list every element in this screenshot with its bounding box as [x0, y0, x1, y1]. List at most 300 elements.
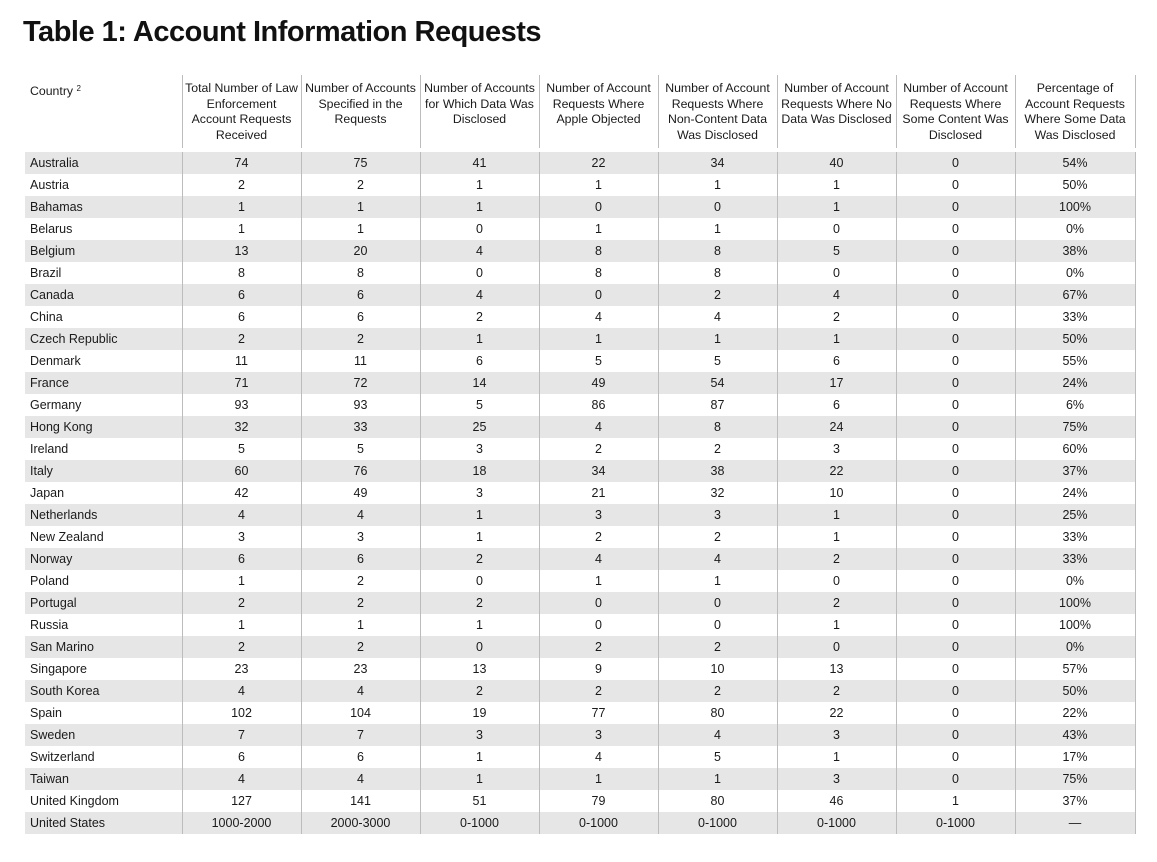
value-cell: 77 — [539, 702, 658, 724]
value-cell: 54 — [658, 372, 777, 394]
value-cell: 5 — [658, 350, 777, 372]
country-cell: Singapore — [30, 662, 87, 676]
value-cell: 1000-2000 — [182, 812, 301, 834]
value-cell: 37% — [1015, 790, 1135, 812]
value-cell: 4 — [539, 416, 658, 438]
value-cell: 37% — [1015, 460, 1135, 482]
value-cell: 50% — [1015, 174, 1135, 196]
value-cell: 0 — [896, 702, 1015, 724]
value-cell: 11 — [301, 350, 420, 372]
value-cell: 0 — [896, 570, 1015, 592]
value-cell: 4 — [182, 504, 301, 526]
value-cell: 0 — [896, 636, 1015, 658]
country-cell: Germany — [30, 398, 82, 412]
value-cell: 24% — [1015, 372, 1135, 394]
country-cell: Russia — [30, 618, 69, 632]
value-cell: 8 — [301, 262, 420, 284]
value-cell: 0 — [896, 768, 1015, 790]
value-cell: 1 — [420, 174, 539, 196]
value-cell: 2 — [182, 174, 301, 196]
value-cell: 1 — [777, 196, 896, 218]
country-cell: Sweden — [25, 724, 182, 746]
value-cell: 60% — [1015, 438, 1135, 460]
column-header — [182, 75, 301, 150]
value-cell: 0 — [896, 350, 1015, 372]
value-cell: 9 — [539, 658, 658, 680]
value-cell: 2 — [539, 526, 658, 548]
table-row — [25, 526, 1135, 548]
table-row — [25, 636, 1135, 658]
value-cell: 1 — [777, 328, 896, 350]
country-cell: San Marino — [25, 636, 182, 658]
header-row — [25, 75, 1135, 150]
value-cell: 1 — [539, 768, 658, 790]
value-cell: 1 — [539, 174, 658, 196]
column-header-label: Number of Accounts for Which Data Was Disclosed — [424, 81, 535, 126]
value-cell: 4 — [420, 240, 539, 262]
value-cell: 0 — [896, 150, 1015, 174]
table-row — [25, 482, 1135, 504]
value-cell: 0 — [896, 328, 1015, 350]
value-cell: 40 — [777, 150, 896, 174]
value-cell: 0 — [896, 614, 1015, 636]
value-cell: 0 — [896, 526, 1015, 548]
value-cell: 127 — [182, 790, 301, 812]
value-cell: 4 — [539, 306, 658, 328]
country-cell: United States — [25, 812, 182, 834]
value-cell: 0 — [896, 658, 1015, 680]
value-cell: 3 — [539, 724, 658, 746]
column-header — [301, 75, 420, 150]
value-cell: 49 — [539, 372, 658, 394]
value-cell: 7 — [301, 724, 420, 746]
value-cell: 0 — [896, 504, 1015, 526]
value-cell: 1 — [420, 504, 539, 526]
table-body — [25, 150, 1135, 834]
country-cell: Czech Republic — [25, 328, 182, 350]
value-cell: 6 — [777, 394, 896, 416]
value-cell: 1 — [182, 570, 301, 592]
value-cell: 20 — [301, 240, 420, 262]
value-cell: 2 — [182, 328, 301, 350]
table-row — [25, 790, 1135, 812]
value-cell: 0 — [420, 262, 539, 284]
value-cell: 5 — [301, 438, 420, 460]
value-cell: 1 — [658, 174, 777, 196]
value-cell: 42 — [182, 482, 301, 504]
value-cell: 8 — [539, 262, 658, 284]
value-cell: 0 — [896, 746, 1015, 768]
value-cell: 0 — [896, 240, 1015, 262]
value-cell: 2 — [420, 306, 539, 328]
column-header-label: Number of Accounts Specified in the Requests — [305, 81, 416, 126]
value-cell: 8 — [539, 240, 658, 262]
column-header-label: Country — [30, 84, 74, 98]
value-cell: 5 — [539, 350, 658, 372]
table-row — [25, 768, 1135, 790]
value-cell: 6 — [301, 306, 420, 328]
value-cell: 0 — [539, 614, 658, 636]
value-cell: 2 — [658, 284, 777, 306]
table-row — [25, 416, 1135, 438]
value-cell: 93 — [182, 394, 301, 416]
value-cell: 2 — [539, 438, 658, 460]
value-cell: 102 — [182, 702, 301, 724]
value-cell: 5 — [182, 438, 301, 460]
value-cell: 100% — [1015, 196, 1135, 218]
value-cell: 2 — [420, 592, 539, 614]
value-cell: 0 — [420, 570, 539, 592]
value-cell: 104 — [301, 702, 420, 724]
value-cell: 0 — [896, 482, 1015, 504]
value-cell: 2 — [420, 680, 539, 702]
column-header-country — [25, 75, 182, 150]
value-cell: 2 — [182, 592, 301, 614]
value-cell: 0-1000 — [777, 812, 896, 834]
value-cell: 0 — [658, 196, 777, 218]
value-cell: 1 — [658, 570, 777, 592]
value-cell: 2 — [777, 680, 896, 702]
value-cell: 10 — [777, 482, 896, 504]
value-cell: 2 — [182, 636, 301, 658]
value-cell: 1 — [182, 218, 301, 240]
value-cell: 38% — [1015, 240, 1135, 262]
value-cell: 25% — [1015, 504, 1135, 526]
value-cell: 0 — [896, 592, 1015, 614]
value-cell: 4 — [420, 284, 539, 306]
value-cell: 71 — [182, 372, 301, 394]
column-header-label: Number of Account Requests Where Some Content Was Disclosed — [902, 81, 1009, 142]
value-cell: 1 — [182, 196, 301, 218]
table-row — [25, 262, 1135, 284]
table-row — [25, 328, 1135, 350]
value-cell: 0 — [896, 372, 1015, 394]
column-header — [896, 75, 1015, 150]
country-cell: Belarus — [30, 222, 73, 236]
value-cell: 76 — [301, 460, 420, 482]
value-cell: 0 — [896, 438, 1015, 460]
value-cell: 33% — [1015, 548, 1135, 570]
value-cell: 3 — [420, 482, 539, 504]
value-cell: 8 — [658, 240, 777, 262]
value-cell: 0 — [777, 570, 896, 592]
value-cell: 0 — [777, 262, 896, 284]
value-cell: 2 — [301, 328, 420, 350]
value-cell: 80 — [658, 790, 777, 812]
value-cell: 2 — [539, 636, 658, 658]
value-cell: 2000-3000 — [301, 812, 420, 834]
value-cell: 3 — [777, 438, 896, 460]
country-cell: Brazil — [30, 266, 62, 280]
value-cell: 93 — [301, 394, 420, 416]
table-row — [25, 394, 1135, 416]
table-row — [25, 174, 1135, 196]
value-cell: 41 — [420, 150, 539, 174]
table-row — [25, 548, 1135, 570]
table-row — [25, 812, 1135, 834]
value-cell: 0 — [420, 218, 539, 240]
value-cell: 1 — [658, 328, 777, 350]
country-cell: Japan — [30, 486, 65, 500]
value-cell: 74 — [182, 150, 301, 174]
value-cell: 3 — [777, 768, 896, 790]
value-cell: 100% — [1015, 614, 1135, 636]
value-cell: 32 — [182, 416, 301, 438]
value-cell: 0% — [1015, 570, 1135, 592]
value-cell: 1 — [539, 328, 658, 350]
value-cell: 7 — [182, 724, 301, 746]
country-cell: China — [30, 310, 63, 324]
table-row — [25, 438, 1135, 460]
value-cell: 0 — [539, 284, 658, 306]
column-header-label: Total Number of Law Enforcement Account Requests Received — [185, 81, 298, 142]
value-cell: 0 — [777, 636, 896, 658]
country-cell: Italy — [25, 460, 182, 482]
value-cell: 1 — [777, 614, 896, 636]
value-cell: 1 — [420, 746, 539, 768]
table-row — [25, 350, 1135, 372]
value-cell: 75 — [301, 150, 420, 174]
value-cell: 4 — [658, 724, 777, 746]
value-cell: 4 — [658, 548, 777, 570]
value-cell: 4 — [539, 746, 658, 768]
value-cell: 33% — [1015, 306, 1135, 328]
table-row — [25, 658, 1135, 680]
value-cell: 6 — [182, 284, 301, 306]
value-cell: 2 — [777, 592, 896, 614]
value-cell: 2 — [777, 306, 896, 328]
value-cell: 0 — [777, 218, 896, 240]
table-row — [25, 724, 1135, 746]
value-cell: 46 — [777, 790, 896, 812]
value-cell: 2 — [658, 636, 777, 658]
country-cell: Switzerland — [30, 750, 95, 764]
value-cell: 8 — [658, 262, 777, 284]
value-cell: 1 — [539, 218, 658, 240]
value-cell: 0-1000 — [658, 812, 777, 834]
value-cell: 2 — [658, 680, 777, 702]
value-cell: 4 — [301, 504, 420, 526]
value-cell: 18 — [420, 460, 539, 482]
country-cell: Netherlands — [25, 504, 182, 526]
value-cell: 33 — [301, 416, 420, 438]
value-cell: 79 — [539, 790, 658, 812]
country-cell: Poland — [30, 574, 69, 588]
value-cell: 1 — [182, 614, 301, 636]
value-cell: 5 — [777, 240, 896, 262]
value-cell: 22% — [1015, 702, 1135, 724]
value-cell: 2 — [658, 526, 777, 548]
value-cell: 2 — [301, 570, 420, 592]
value-cell: 0 — [896, 262, 1015, 284]
table-row — [25, 680, 1135, 702]
value-cell: 3 — [182, 526, 301, 548]
value-cell: 6 — [301, 746, 420, 768]
value-cell: 1 — [539, 570, 658, 592]
value-cell: 1 — [301, 218, 420, 240]
value-cell: 1 — [896, 790, 1015, 812]
value-cell: 3 — [420, 438, 539, 460]
value-cell: 6 — [182, 548, 301, 570]
value-cell: 4 — [658, 306, 777, 328]
value-cell: 43% — [1015, 724, 1135, 746]
table-row — [25, 746, 1135, 768]
value-cell: 6 — [777, 350, 896, 372]
value-cell: 50% — [1015, 328, 1135, 350]
value-cell: 1 — [420, 328, 539, 350]
country-cell: Taiwan — [25, 768, 182, 790]
value-cell: 2 — [301, 636, 420, 658]
value-cell: 22 — [539, 150, 658, 174]
column-header — [420, 75, 539, 150]
value-cell: 6 — [301, 548, 420, 570]
country-cell: Canada — [25, 284, 182, 306]
value-cell: 4 — [182, 680, 301, 702]
account-requests-table — [25, 75, 1136, 834]
table-row — [25, 306, 1135, 328]
value-cell: 141 — [301, 790, 420, 812]
value-cell: 75% — [1015, 768, 1135, 790]
value-cell: 51 — [420, 790, 539, 812]
value-cell: 0 — [896, 680, 1015, 702]
value-cell: 5 — [658, 746, 777, 768]
value-cell: 0 — [896, 174, 1015, 196]
value-cell: 6 — [420, 350, 539, 372]
value-cell: 8 — [658, 416, 777, 438]
value-cell: 0-1000 — [896, 812, 1015, 834]
value-cell: — — [1015, 812, 1135, 834]
value-cell: 8 — [182, 262, 301, 284]
value-cell: 1 — [658, 768, 777, 790]
value-cell: 14 — [420, 372, 539, 394]
value-cell: 0 — [896, 416, 1015, 438]
value-cell: 4 — [301, 680, 420, 702]
value-cell: 25 — [420, 416, 539, 438]
country-cell: Australia — [25, 150, 182, 174]
table-row — [25, 504, 1135, 526]
value-cell: 10 — [658, 658, 777, 680]
table-row — [25, 702, 1135, 724]
value-cell: 72 — [301, 372, 420, 394]
value-cell: 0 — [896, 548, 1015, 570]
table-row — [25, 150, 1135, 174]
value-cell: 6 — [182, 746, 301, 768]
value-cell: 1 — [777, 504, 896, 526]
value-cell: 4 — [301, 768, 420, 790]
value-cell: 0 — [896, 196, 1015, 218]
value-cell: 1 — [420, 526, 539, 548]
value-cell: 2 — [658, 438, 777, 460]
value-cell: 34 — [539, 460, 658, 482]
table-row — [25, 570, 1135, 592]
table-header — [25, 75, 1135, 150]
value-cell: 6 — [301, 284, 420, 306]
column-header-label: Percentage of Account Requests Where Some Data Was Disclosed — [1024, 81, 1126, 142]
value-cell: 3 — [777, 724, 896, 746]
value-cell: 0 — [420, 636, 539, 658]
value-cell: 13 — [182, 240, 301, 262]
value-cell: 0 — [896, 284, 1015, 306]
value-cell: 0 — [896, 306, 1015, 328]
value-cell: 87 — [658, 394, 777, 416]
value-cell: 0% — [1015, 636, 1135, 658]
country-cell: New Zealand — [30, 530, 104, 544]
value-cell: 2 — [777, 548, 896, 570]
value-cell: 17 — [777, 372, 896, 394]
value-cell: 1 — [777, 746, 896, 768]
value-cell: 23 — [182, 658, 301, 680]
value-cell: 0 — [658, 614, 777, 636]
value-cell: 2 — [420, 548, 539, 570]
value-cell: 17% — [1015, 746, 1135, 768]
column-header-label: Number of Account Requests Where Apple Objected — [546, 81, 651, 126]
value-cell: 2 — [539, 680, 658, 702]
table-row — [25, 614, 1135, 636]
value-cell: 4 — [182, 768, 301, 790]
country-cell: France — [25, 372, 182, 394]
table-row — [25, 196, 1135, 218]
value-cell: 75% — [1015, 416, 1135, 438]
country-cell: Ireland — [30, 442, 69, 456]
table-row — [25, 372, 1135, 394]
column-header — [539, 75, 658, 150]
value-cell: 6 — [182, 306, 301, 328]
value-cell: 1 — [301, 614, 420, 636]
value-cell: 0% — [1015, 218, 1135, 240]
value-cell: 3 — [420, 724, 539, 746]
value-cell: 4 — [539, 548, 658, 570]
footnote-marker: 2 — [76, 84, 81, 93]
value-cell: 55% — [1015, 350, 1135, 372]
value-cell: 1 — [301, 196, 420, 218]
value-cell: 0 — [896, 724, 1015, 746]
value-cell: 34 — [658, 150, 777, 174]
value-cell: 1 — [658, 218, 777, 240]
value-cell: 11 — [182, 350, 301, 372]
value-cell: 23 — [301, 658, 420, 680]
value-cell: 21 — [539, 482, 658, 504]
value-cell: 24% — [1015, 482, 1135, 504]
value-cell: 3 — [539, 504, 658, 526]
value-cell: 0-1000 — [420, 812, 539, 834]
value-cell: 100% — [1015, 592, 1135, 614]
country-cell: Hong Kong — [25, 416, 182, 438]
value-cell: 0 — [896, 460, 1015, 482]
column-header — [1015, 75, 1135, 150]
column-header-label: Number of Account Requests Where Non-Content Data Was Disclosed — [665, 81, 770, 142]
value-cell: 22 — [777, 702, 896, 724]
country-cell: Bahamas — [25, 196, 182, 218]
value-cell: 19 — [420, 702, 539, 724]
value-cell: 1 — [420, 196, 539, 218]
value-cell: 0% — [1015, 262, 1135, 284]
country-cell: Norway — [25, 548, 182, 570]
value-cell: 3 — [658, 504, 777, 526]
value-cell: 5 — [420, 394, 539, 416]
value-cell: 67% — [1015, 284, 1135, 306]
table-row — [25, 284, 1135, 306]
value-cell: 0-1000 — [539, 812, 658, 834]
value-cell: 0 — [539, 592, 658, 614]
value-cell: 86 — [539, 394, 658, 416]
value-cell: 4 — [777, 284, 896, 306]
country-cell: Belgium — [25, 240, 182, 262]
table-row — [25, 240, 1135, 262]
country-cell: Spain — [30, 706, 62, 720]
value-cell: 1 — [777, 526, 896, 548]
table-row — [25, 460, 1135, 482]
column-header — [658, 75, 777, 150]
